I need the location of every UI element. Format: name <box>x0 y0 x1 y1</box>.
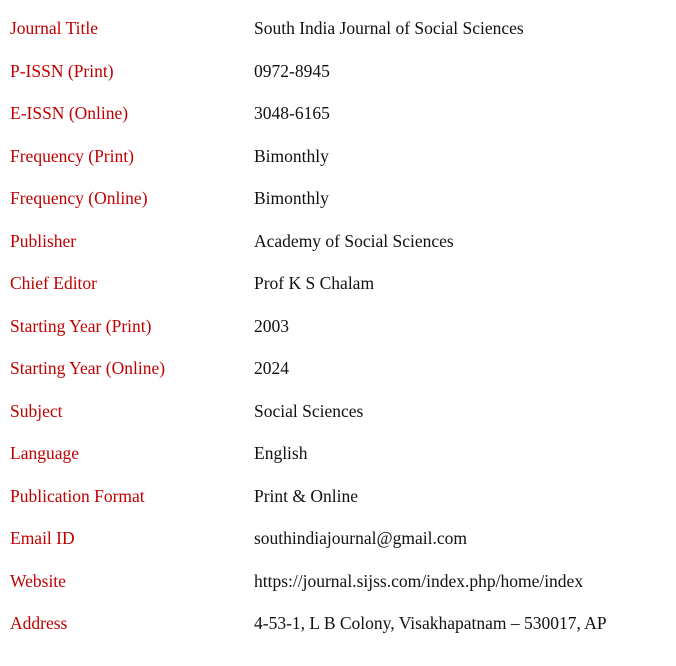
info-row-email <box>0 523 676 553</box>
row-value: Bimonthly <box>254 146 329 166</box>
row-value: Bimonthly <box>254 188 329 208</box>
row-label: Publication Format <box>10 486 145 506</box>
row-value: https://journal.sijss.com/index.php/home/index <box>254 571 584 591</box>
info-row-frequency-online <box>0 183 676 213</box>
row-label: Frequency (Online) <box>10 188 148 208</box>
info-row-e-issn <box>0 98 676 128</box>
row-value: southindiajournal@gmail.com <box>254 528 467 548</box>
info-row-language <box>0 438 676 468</box>
row-label: Starting Year (Print) <box>10 316 152 336</box>
info-row-starting-year-print <box>0 311 676 341</box>
row-label: Frequency (Print) <box>10 146 134 166</box>
row-label: Journal Title <box>10 18 99 38</box>
row-label: Website <box>10 571 66 591</box>
row-value: Social Sciences <box>254 401 364 421</box>
info-row-p-issn <box>0 56 676 86</box>
row-value: Academy of Social Sciences <box>254 231 454 251</box>
row-label: Address <box>10 613 68 633</box>
info-row-address <box>0 608 676 638</box>
row-value: English <box>254 443 308 463</box>
info-row-publisher <box>0 226 676 256</box>
row-value: 2003 <box>254 316 289 336</box>
row-label: P-ISSN (Print) <box>10 61 114 81</box>
info-row-chief-editor <box>0 268 676 298</box>
row-value: Prof K S Chalam <box>254 273 375 293</box>
row-value: 0972-8945 <box>254 61 330 81</box>
row-value: Print & Online <box>254 486 359 506</box>
info-row-frequency-print <box>0 141 676 171</box>
row-label: E-ISSN (Online) <box>10 103 129 123</box>
info-row-publication-format <box>0 481 676 511</box>
info-row-starting-year-online <box>0 353 676 383</box>
row-value: 3048-6165 <box>254 103 330 123</box>
row-value: 2024 <box>254 358 289 378</box>
row-value: 4-53-1, L B Colony, Visakhapatnam – 530017, AP <box>254 613 607 633</box>
row-label: Starting Year (Online) <box>10 358 166 378</box>
row-label: Publisher <box>10 231 77 251</box>
row-label: Email ID <box>10 528 75 548</box>
info-row-journal-title <box>0 13 676 43</box>
row-value: South India Journal of Social Sciences <box>254 18 524 38</box>
row-label: Chief Editor <box>10 273 97 293</box>
info-row-website <box>0 566 676 596</box>
info-row-subject <box>0 396 676 426</box>
row-label: Subject <box>10 401 63 421</box>
row-label: Language <box>10 443 79 463</box>
